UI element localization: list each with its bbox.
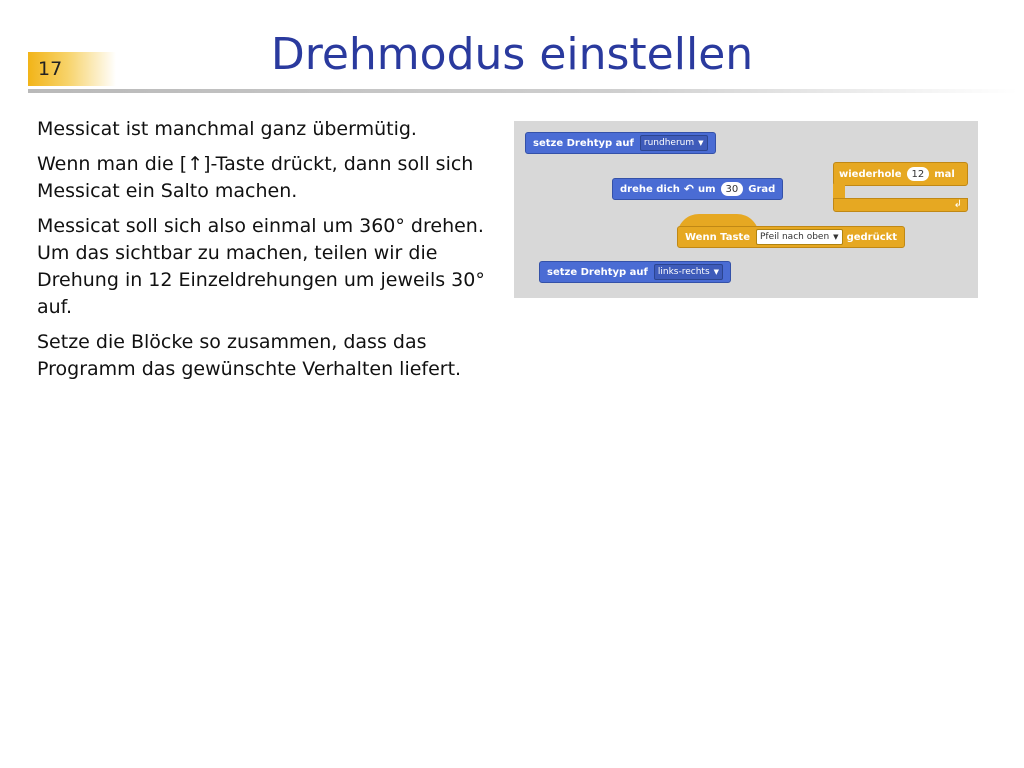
rotate-left-icon: ↶	[683, 182, 694, 196]
repeat-count-input[interactable]: 12	[907, 167, 930, 181]
block-label-gedrueckt: gedrückt	[846, 231, 898, 243]
paragraph: Setze die Blöcke so zusammen, dass das Programm das gewünschte Verhalten liefert.	[37, 331, 462, 380]
chevron-down-icon: ▼	[713, 268, 720, 276]
dropdown-value: links-rechts	[657, 267, 710, 277]
title-divider	[28, 89, 1018, 93]
chevron-down-icon: ▼	[698, 139, 704, 147]
paragraph: Wenn man die [↑]-Taste drückt, dann soll sich Messicat ein Salto machen.	[37, 153, 474, 202]
chevron-down-icon: ▼	[833, 233, 839, 241]
block-label: setze Drehtyp auf	[533, 137, 634, 149]
block-label-um: um	[697, 183, 716, 195]
dropdown-value: Pfeil nach oben	[759, 232, 830, 242]
when-key-pressed-block[interactable]	[677, 226, 905, 248]
degrees-input[interactable]: 30	[721, 182, 744, 196]
rotation-style-dropdown[interactable]	[640, 135, 708, 151]
rotation-style-dropdown[interactable]	[654, 264, 723, 280]
block-label: setze Drehtyp auf	[547, 266, 648, 278]
block-label: wiederhole	[839, 168, 902, 180]
body-text	[37, 116, 497, 391]
block-label: Wenn Taste	[685, 231, 750, 243]
set-rotation-style-block[interactable]	[525, 132, 716, 154]
slide-number: 17	[28, 52, 116, 86]
block-label: drehe dich	[620, 183, 680, 195]
loop-arrow-icon: ↲	[953, 199, 962, 210]
block-label-grad: Grad	[748, 183, 776, 195]
key-dropdown[interactable]	[756, 229, 843, 245]
dropdown-value: rundherum	[643, 138, 695, 148]
paragraph: Messicat soll sich also einmal um 360° drehen. Um das sichtbar zu machen, teilen wir die Drehung in 12 Einzeldrehungen um jeweils 30° auf.	[37, 215, 485, 318]
page-title: Drehmodus einstellen	[270, 29, 754, 80]
block-label-mal: mal	[934, 168, 955, 180]
turn-block[interactable]	[612, 178, 783, 200]
paragraph: Messicat ist manchmal ganz übermütig.	[37, 118, 417, 140]
repeat-block[interactable]	[833, 162, 968, 214]
set-rotation-style-block[interactable]	[539, 261, 731, 283]
